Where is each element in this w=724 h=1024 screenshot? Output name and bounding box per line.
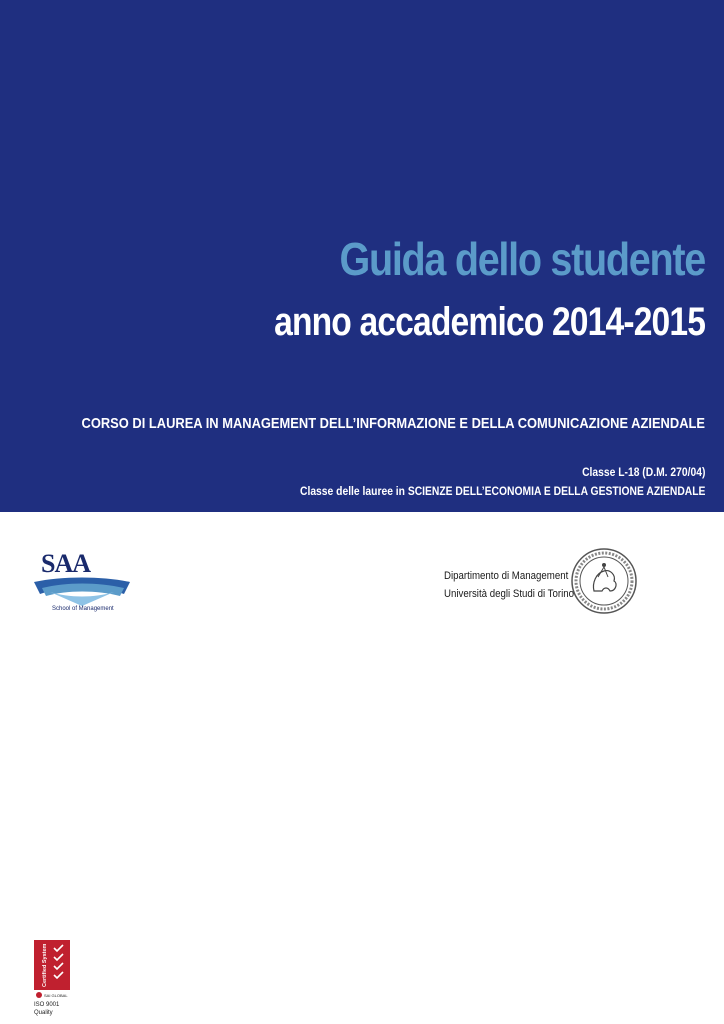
svg-text:SAI GLOBAL: SAI GLOBAL (44, 993, 68, 998)
academic-year: anno accademico 2014-2015 (274, 300, 705, 344)
classe-lauree: Classe delle lauree in SCIENZE DELL’ECONOMIA E DELLA GESTIONE AZIENDALE (299, 484, 705, 498)
department-block (444, 567, 574, 603)
saa-logo-text: SAA (41, 549, 91, 578)
university-seal-icon (570, 547, 638, 615)
quality-label: Quality (34, 1010, 53, 1016)
saa-tagline: School of Management (52, 606, 114, 612)
iso-standard: ISO 9001 (34, 1002, 60, 1008)
certification-text (34, 1001, 59, 1017)
university-name: Università degli Studi di Torino (444, 588, 575, 600)
page-title: Guida dello studente (339, 233, 705, 285)
course-name: CORSO DI LAUREA IN MANAGEMENT DELL’INFORMAZIONE E DELLA COMUNICAZIONE AZIENDALE (81, 415, 705, 432)
classe-code: Classe L-18 (D.M. 270/04) (581, 465, 705, 479)
department-name: Dipartimento di Management (444, 570, 569, 582)
certification-badge-icon (34, 940, 70, 1000)
svg-text:Certified System: Certified System (42, 943, 48, 987)
